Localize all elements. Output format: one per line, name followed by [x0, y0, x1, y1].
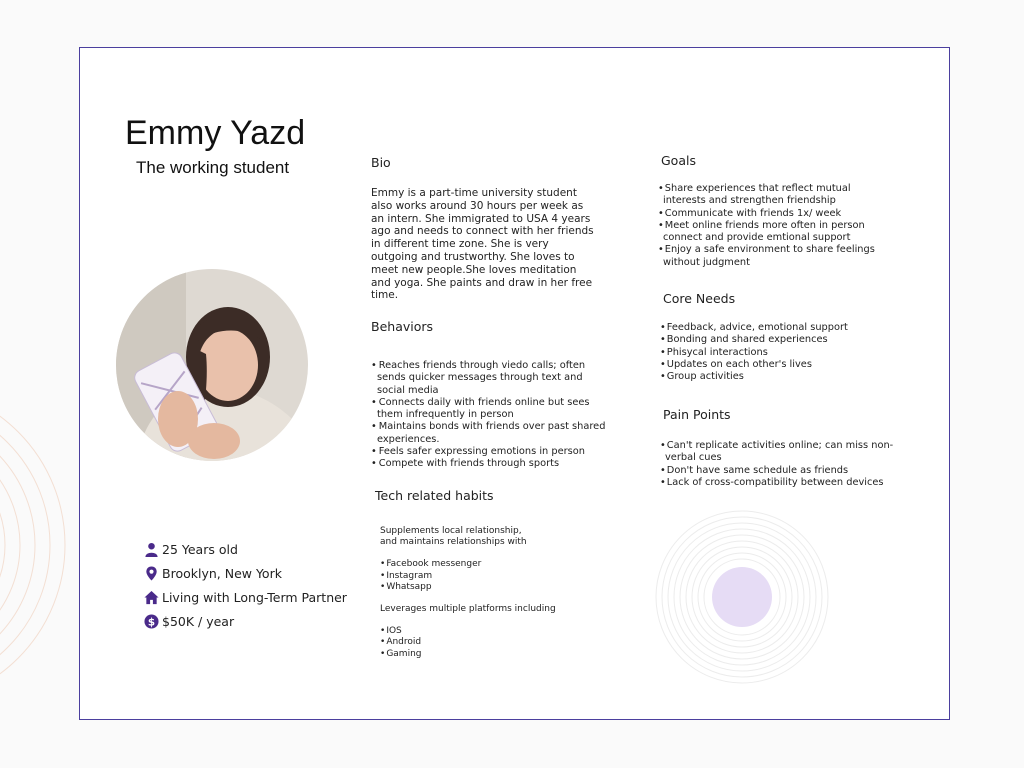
person-icon [144, 542, 159, 557]
list-item: • Feels safer expressing emotions in person [369, 446, 609, 458]
core-needs-heading: Core Needs [663, 291, 736, 306]
fact-text: Living with Long-Term Partner [162, 589, 347, 605]
bio-heading: Bio [371, 155, 391, 170]
list-item: • Facebook messenger [380, 559, 580, 570]
list-item: • Communicate with friends 1x/ week [657, 208, 887, 220]
tech-heading: Tech related habits [375, 488, 494, 503]
list-item: • Whatsapp [380, 582, 580, 593]
fact-text: 25 Years old [162, 541, 238, 557]
fact-location [144, 561, 347, 585]
pain-points-list [659, 440, 899, 489]
persona-card [79, 47, 950, 720]
fact-age [144, 537, 347, 561]
pain-points-heading: Pain Points [663, 407, 731, 422]
list-item: • Instagram [380, 571, 580, 582]
fact-income [144, 609, 347, 633]
list-item: • Maintains bonds with friends over past shared experiences. [369, 421, 609, 446]
core-needs-list [659, 322, 859, 383]
svg-text:$: $ [147, 615, 156, 628]
behaviors-list [369, 360, 609, 471]
list-item: • Updates on each other's lives [659, 359, 859, 371]
persona-name: Emmy Yazd [125, 114, 306, 152]
list-item: • Phisycal interactions [659, 347, 859, 359]
list-item: • Reaches friends through viedo calls; often sends quicker messages through text and social media [369, 360, 609, 397]
list-item: • Compete with friends through sports [369, 458, 609, 470]
persona-role: The working student [136, 158, 290, 177]
tech-list-platforms [380, 626, 580, 660]
list-item: • Gaming [380, 649, 580, 660]
list-item: • Bonding and shared experiences [659, 334, 859, 346]
decorative-arcs [0, 380, 70, 710]
list-item: • Lack of cross-compatibility between devices [659, 477, 899, 489]
behaviors-heading: Behaviors [371, 319, 434, 334]
persona-facts [144, 537, 347, 633]
fact-living [144, 585, 347, 609]
list-item: • Enjoy a safe environment to share feelings without judgment [657, 244, 887, 269]
goals-list [657, 183, 887, 269]
list-item: • Meet online friends more often in person connect and provide emtional support [657, 220, 887, 245]
list-item: • Android [380, 637, 580, 648]
fact-text: $50K / year [162, 613, 235, 629]
tech-section [380, 526, 580, 660]
list-item: • Share experiences that reflect mutual interests and strengthen friendship [657, 183, 887, 208]
list-item: • Connects daily with friends online but sees them infrequently in person [369, 397, 609, 422]
fact-text: Brooklyn, New York [162, 565, 282, 581]
list-item: • Group activities [659, 371, 859, 383]
persona-photo [116, 269, 308, 461]
tech-list-apps [380, 559, 580, 593]
tech-intro: Supplements local relationship, and maintains relationships with [380, 526, 527, 548]
decorative-target [653, 508, 831, 686]
dollar-icon [144, 614, 159, 629]
list-item: • Don't have same schedule as friends [659, 465, 899, 477]
location-pin-icon [144, 566, 159, 581]
home-icon [144, 590, 159, 605]
bio-text: Emmy is a part-time university student also works around 30 hours per week as an intern. She immigrated to USA 4 years ago and needs to connect with her friends in different time zone. She is very outgoing and trustworthy. She loves to meet new people.She loves meditation and yoga. She paints and draw in her free time. [371, 187, 594, 302]
list-item: • Feedback, advice, emotional support [659, 322, 859, 334]
list-item: • Can't replicate activities online; can miss non-verbal cues [659, 440, 899, 465]
tech-intro: Leverages multiple platforms including [380, 604, 556, 615]
list-item: • IOS [380, 626, 580, 637]
goals-heading: Goals [661, 153, 696, 168]
